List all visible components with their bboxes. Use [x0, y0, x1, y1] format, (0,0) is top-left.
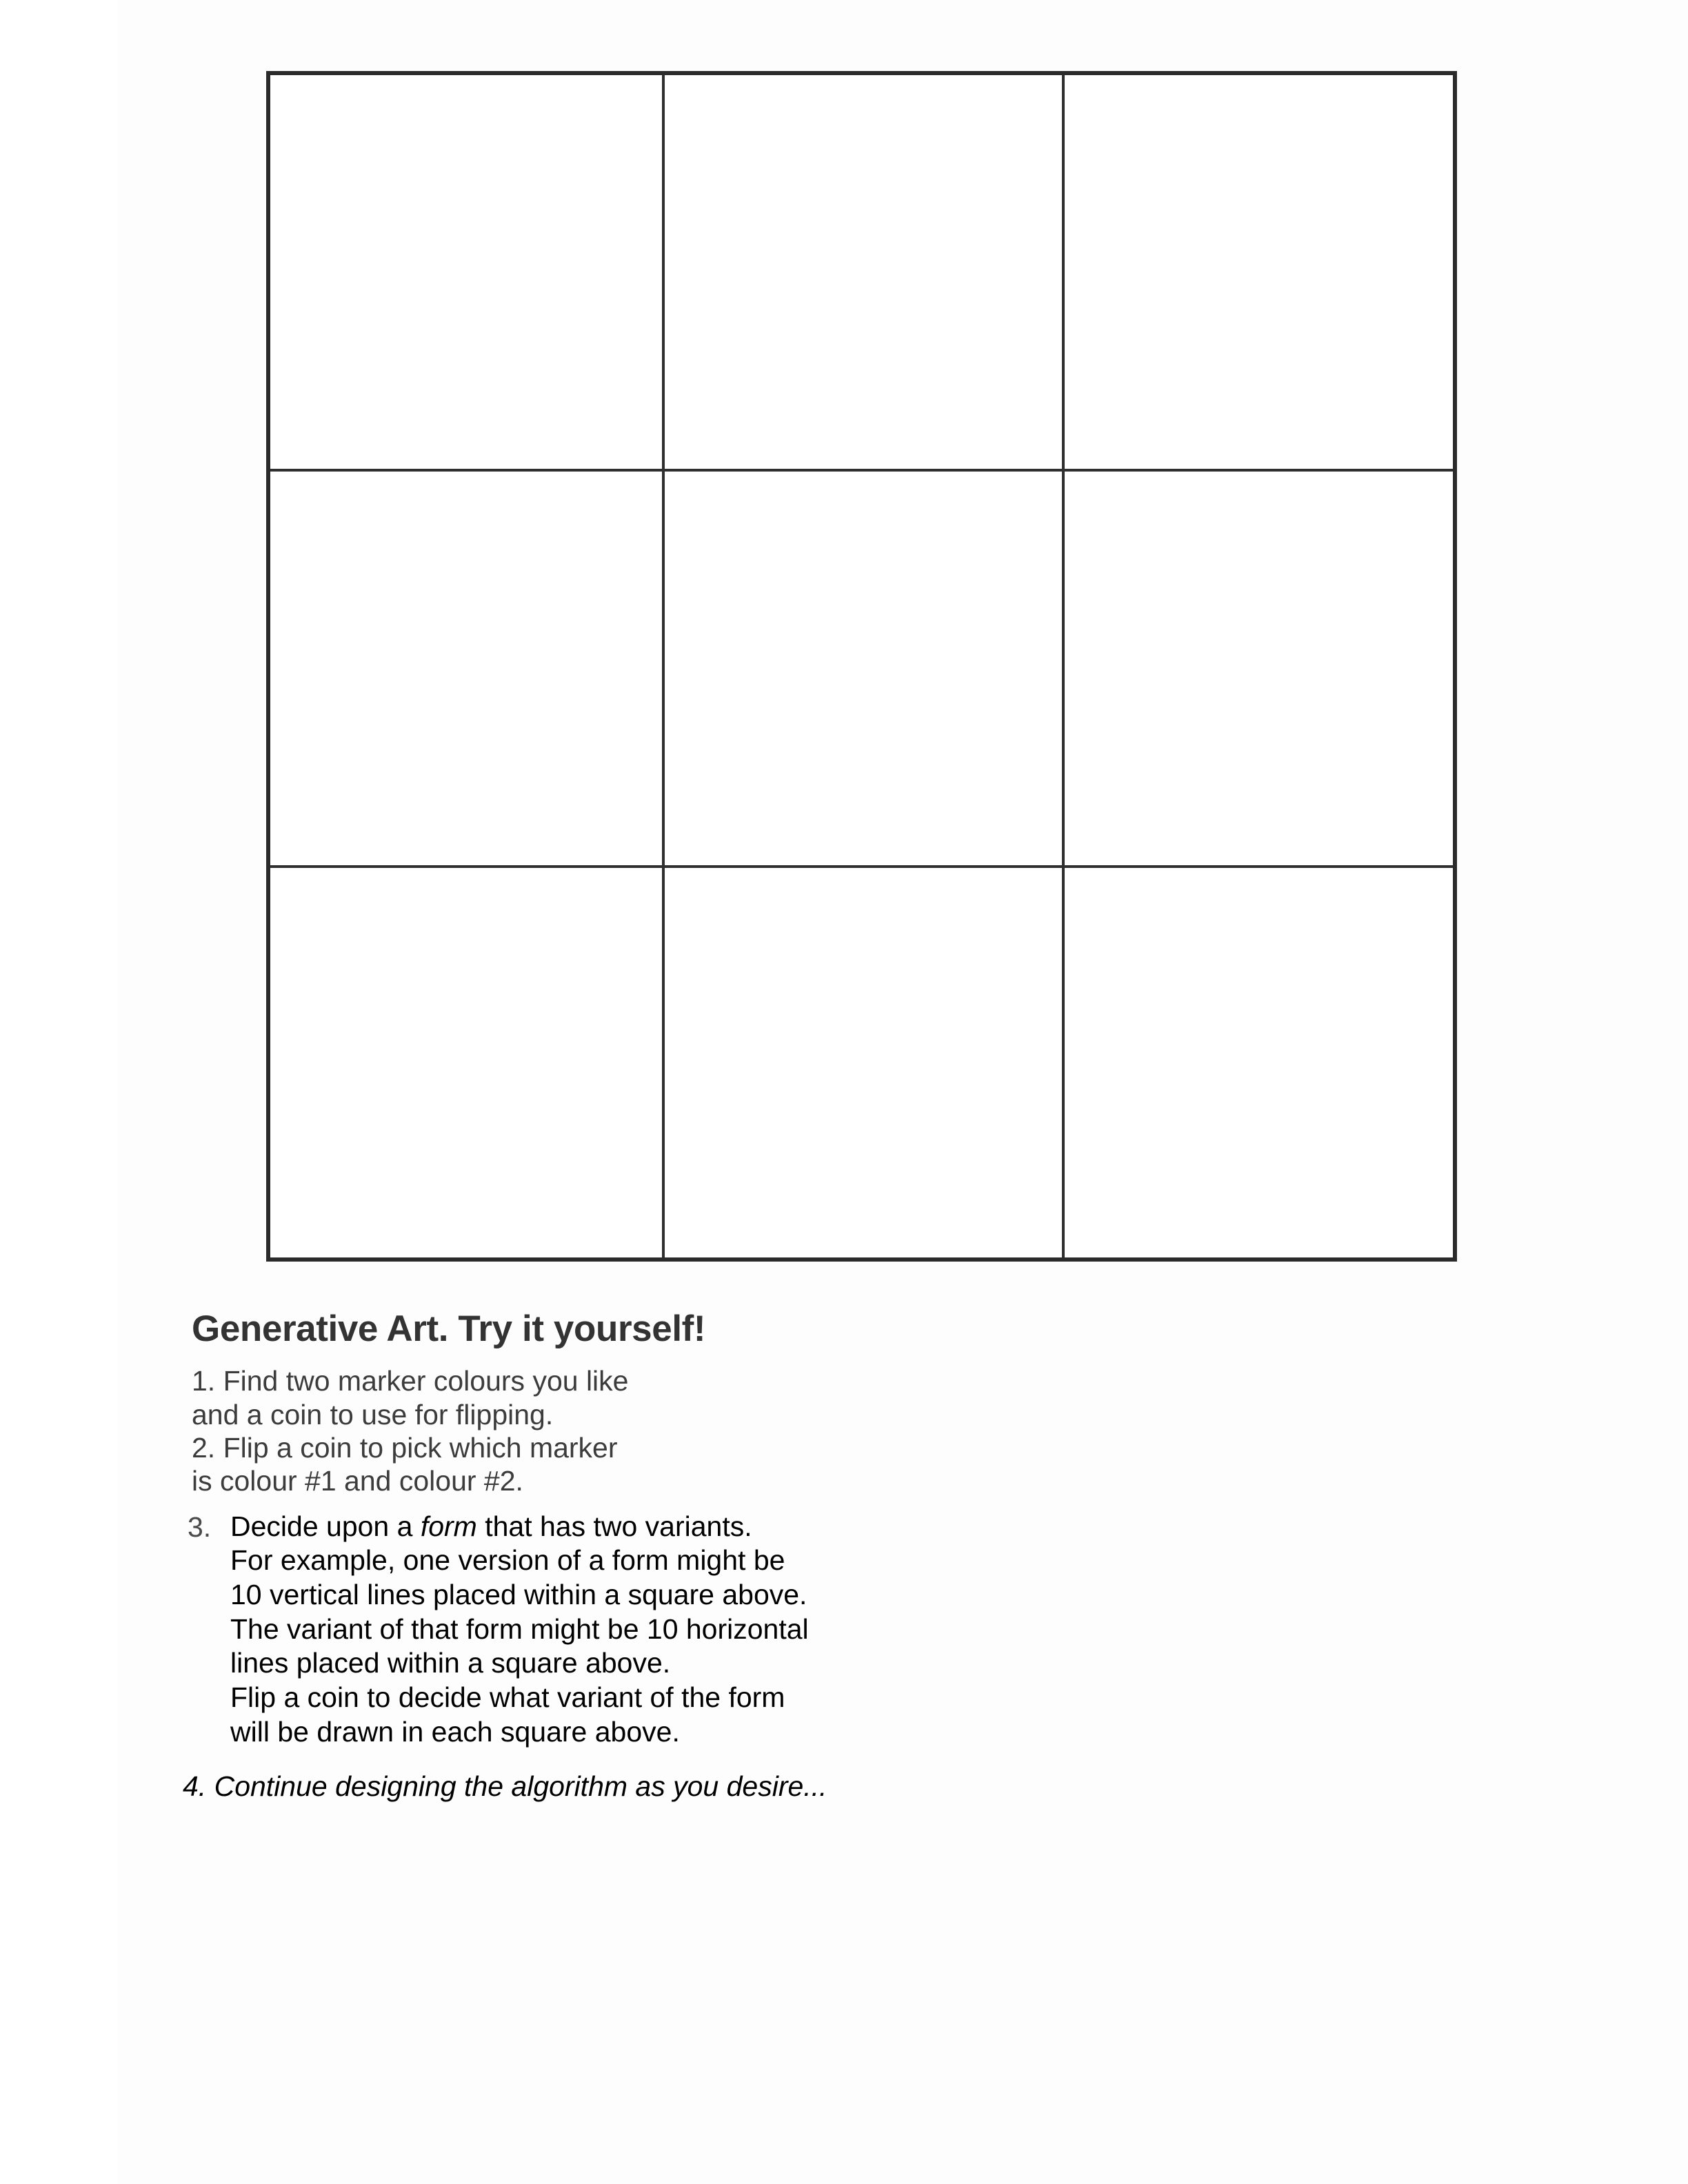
grid-cell-r3c1[interactable]	[270, 868, 662, 1257]
step-3-line-5: lines placed within a square above.	[230, 1647, 671, 1679]
step-3-line-7: will be drawn in each square above.	[230, 1715, 680, 1748]
step-1-line-1: 1. Find two marker colours you like	[192, 1365, 629, 1397]
page-title: Generative Art. Try it yourself!	[192, 1308, 706, 1349]
step-4-line-1: 4. Continue designing the algorithm as you desire...	[183, 1770, 827, 1803]
grid-vertical-rule-1	[662, 75, 665, 1257]
grid-horizontal-rule-2	[270, 865, 1453, 868]
step-1-line-2: and a coin to use for flipping.	[192, 1398, 554, 1430]
grid-cell-r1c2[interactable]	[665, 75, 1062, 469]
step-3-line-1-after: that has two variants.	[476, 1510, 752, 1542]
step-3-line-1-before: Decide upon a	[230, 1510, 421, 1542]
grid-vertical-rule-2	[1062, 75, 1065, 1257]
drawing-grid[interactable]	[266, 71, 1457, 1262]
step-3-line-2: For example, one version of a form might be	[230, 1544, 785, 1577]
step-item-1	[192, 1364, 1502, 1431]
step-3-line-6: Flip a coin to decide what variant of the form	[230, 1681, 785, 1713]
step-3-line-4: The variant of that form might be 10 horizontal	[230, 1612, 809, 1645]
step-item-2	[192, 1431, 1502, 1498]
grid-cell-r3c2[interactable]	[665, 868, 1062, 1257]
step-3-body	[188, 1510, 1502, 1749]
grid-cell-r1c1[interactable]	[270, 75, 662, 469]
step-3-line-3: 10 vertical lines placed within a square above.	[230, 1579, 807, 1611]
grid-cell-r2c2[interactable]	[665, 472, 1062, 865]
grid-horizontal-rule-1	[270, 469, 1453, 472]
step-item-4	[183, 1770, 1502, 1803]
grid-cell-r3c3[interactable]	[1065, 868, 1453, 1257]
step-3-emphasis-form: form	[420, 1510, 477, 1542]
step-2-line-2: is colour #1 and colour #2.	[192, 1465, 523, 1497]
grid-cell-r2c1[interactable]	[270, 472, 662, 865]
step-2-line-1: 2. Flip a coin to pick which marker	[192, 1432, 618, 1464]
step-3-marker: 3.	[188, 1510, 212, 1543]
grid-cell-r2c3[interactable]	[1065, 472, 1453, 865]
step-item-3	[188, 1510, 1502, 1749]
step-3-line-1	[230, 1510, 1502, 1544]
instructions-block	[183, 1308, 1502, 1803]
grid-cell-r1c3[interactable]	[1065, 75, 1453, 469]
